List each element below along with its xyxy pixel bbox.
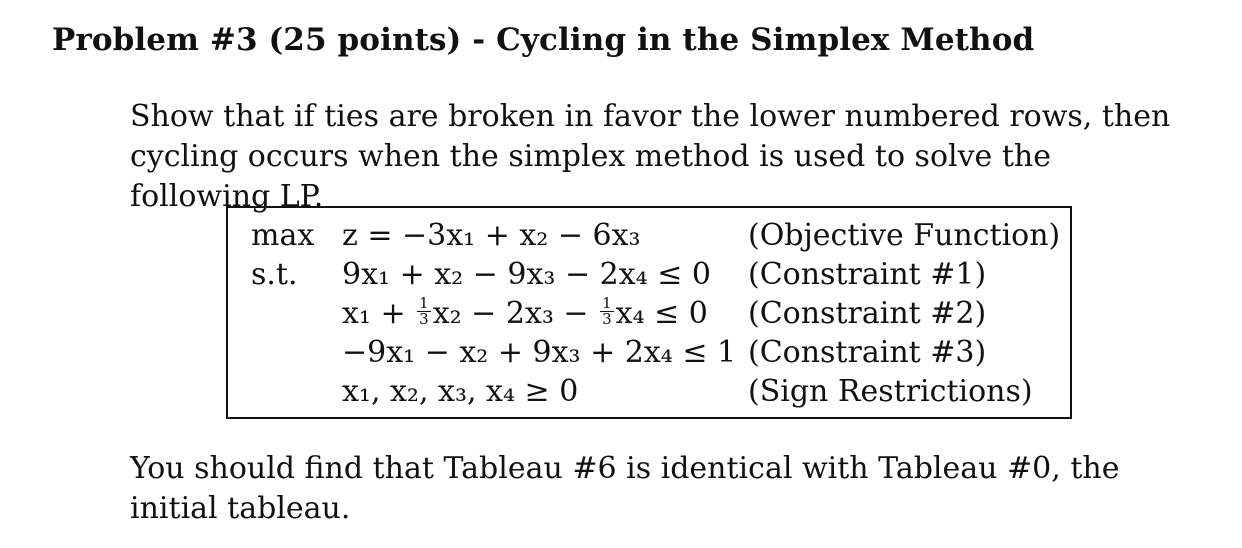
expr-part: x₁ + xyxy=(342,296,416,331)
lp-row-label: max xyxy=(251,218,315,253)
intro-paragraph: Show that if ties are broken in favor the lower numbered rows, then cycling occurs when the simplex method is used to solve the following LP. xyxy=(130,99,1171,214)
outro-paragraph: You should find that Tableau #6 is identical with Tableau #0, the initial tableau. xyxy=(130,451,1120,526)
expr-part: x₂ − 2x₃ − xyxy=(432,296,599,331)
fraction-one-third xyxy=(417,293,431,328)
lp-row-objective xyxy=(228,216,1070,255)
lp-row-note: (Constraint #1) xyxy=(748,257,987,292)
lp-row-note: (Constraint #3) xyxy=(748,335,987,370)
fraction-denominator: 3 xyxy=(419,309,429,328)
lp-row-note: (Objective Function) xyxy=(748,218,1061,253)
objective-expression: z = −3x₁ + x₂ − 6x₃ xyxy=(342,218,641,253)
lp-formulation-box xyxy=(226,206,1072,419)
lp-row-label: s.t. xyxy=(251,257,298,292)
problem-title: Problem #3 (25 points) - Cycling in the Simplex Method xyxy=(52,22,1035,58)
constraint-2-expression xyxy=(342,294,708,333)
lp-row-constraint-1 xyxy=(228,255,1070,294)
lp-row-constraint-2 xyxy=(228,294,1070,333)
lp-row-constraint-3 xyxy=(228,333,1070,372)
constraint-1-expression: 9x₁ + x₂ − 9x₃ − 2x₄ ≤ 0 xyxy=(342,257,711,292)
fraction-denominator: 3 xyxy=(602,309,612,328)
sign-restrictions-expression: x₁, x₂, x₃, x₄ ≥ 0 xyxy=(342,374,579,409)
lp-row-note: (Constraint #2) xyxy=(748,296,987,331)
lp-row-note: (Sign Restrictions) xyxy=(748,374,1033,409)
fraction-numerator: 1 xyxy=(419,293,429,312)
lp-row-sign-restrictions xyxy=(228,372,1070,411)
fraction-numerator: 1 xyxy=(602,293,612,312)
expr-part: x₄ ≤ 0 xyxy=(615,296,708,331)
constraint-3-expression: −9x₁ − x₂ + 9x₃ + 2x₄ ≤ 1 xyxy=(342,335,737,370)
fraction-one-third xyxy=(600,293,614,328)
